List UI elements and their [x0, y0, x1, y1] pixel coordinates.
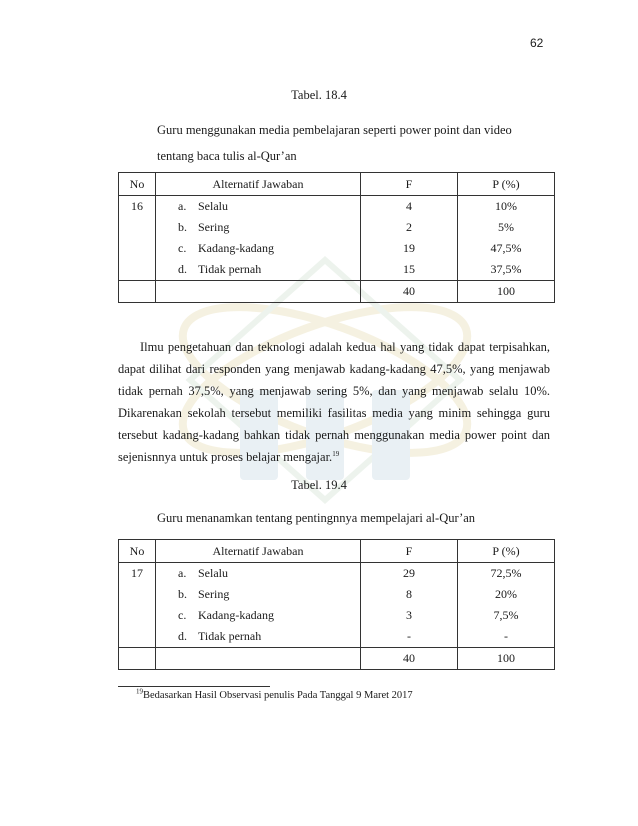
percent-value: 20% — [495, 587, 517, 601]
percent-value: - — [504, 629, 508, 643]
header-p: P (%) — [458, 173, 555, 196]
paragraph-line: dapat dilihat dari responden yang menjawab kadang-kadang 47,5%, yang menjawab — [118, 362, 550, 376]
table-intro-line: tentang baca tulis al-Qur’an — [157, 149, 297, 163]
table-intro-line: Guru menggunakan media pembelajaran seperti power point dan video — [157, 123, 512, 137]
option-label: Sering — [198, 220, 230, 234]
paragraph-line: tersebut kadang-kadang bahkan tidak pernah menggunakan media power point dan — [118, 428, 550, 442]
header-f: F — [361, 173, 458, 196]
total-frequency: 40 — [361, 648, 458, 670]
header-alternatif: Alternatif Jawaban — [156, 173, 361, 196]
footnote-reference: 19 — [332, 449, 340, 458]
option-letter: c. — [178, 241, 187, 255]
header-p: P (%) — [458, 540, 555, 563]
option-letter: b. — [178, 587, 187, 601]
footnote — [136, 687, 413, 701]
table-intro-line: Guru menanamkan tentang pentingnnya mempelajari al-Qur’an — [157, 511, 476, 525]
question-number: 16 — [131, 199, 143, 213]
option-item — [156, 626, 360, 647]
total-percent: 100 — [458, 648, 555, 670]
table-total-row — [119, 281, 555, 303]
frequency-value: 29 — [403, 566, 415, 580]
header-f: F — [361, 540, 458, 563]
percent-value: 47,5% — [490, 241, 522, 255]
body-paragraph — [118, 336, 550, 468]
frequency-value: 4 — [406, 199, 412, 213]
paragraph-line: Dikarenakan sekolah tersebut memiliki fasilitas media yang minim sehingga guru — [118, 406, 550, 420]
paragraph-line: tidak pernah 37,5%, yang menjawab sering 5%, dan yang menjawab selalu 10%. — [118, 384, 550, 398]
frequency-value: - — [407, 629, 411, 643]
frequency-value: 8 — [406, 587, 412, 601]
option-label: Sering — [198, 587, 230, 601]
table-header-row — [119, 540, 555, 563]
header-no: No — [119, 540, 156, 563]
table-caption: Tabel. 18.4 — [291, 88, 347, 102]
option-letter: a. — [178, 566, 187, 580]
footnote-text: Bedasarkan Hasil Observasi penulis Pada Tanggal 9 Maret 2017 — [143, 690, 413, 701]
paragraph-line-last — [118, 446, 550, 468]
option-label: Selalu — [198, 566, 228, 580]
header-alternatif: Alternatif Jawaban — [156, 540, 361, 563]
total-percent: 100 — [458, 281, 555, 303]
paragraph-line: Ilmu pengetahuan dan teknologi adalah kedua hal yang tidak dapat terpisahkan, — [140, 340, 550, 354]
option-letter: a. — [178, 199, 187, 213]
option-label: Tidak pernah — [198, 629, 262, 643]
option-letter: d. — [178, 262, 187, 276]
table-row — [119, 563, 555, 648]
percent-value: 72,5% — [490, 566, 522, 580]
option-letter: c. — [178, 608, 187, 622]
table-row — [119, 196, 555, 281]
option-label: Kadang-kadang — [198, 241, 274, 255]
header-no: No — [119, 173, 156, 196]
percent-value: 10% — [495, 199, 517, 213]
paragraph-line-text: sejenisnnya untuk proses belajar mengajar. — [118, 450, 333, 464]
option-item — [156, 259, 360, 280]
option-item — [156, 217, 360, 238]
option-item — [156, 238, 360, 259]
frequency-value: 19 — [403, 241, 415, 255]
frequency-table — [118, 172, 555, 303]
option-item — [156, 605, 360, 626]
option-letter: d. — [178, 629, 187, 643]
option-label: Selalu — [198, 199, 228, 213]
option-label: Kadang-kadang — [198, 608, 274, 622]
percent-value: 5% — [498, 220, 514, 234]
frequency-value: 15 — [403, 262, 415, 276]
option-label: Tidak pernah — [198, 262, 262, 276]
frequency-value: 3 — [406, 608, 412, 622]
frequency-value: 2 — [406, 220, 412, 234]
table-total-row — [119, 648, 555, 670]
table-intro — [157, 505, 557, 531]
footnote-number: 19 — [136, 687, 143, 696]
option-item — [156, 196, 360, 217]
percent-value: 37,5% — [490, 262, 522, 276]
frequency-table — [118, 539, 555, 670]
table-intro — [157, 117, 557, 169]
question-number: 17 — [131, 566, 143, 580]
option-letter: b. — [178, 220, 187, 234]
table-header-row — [119, 173, 555, 196]
table-caption: Tabel. 19.4 — [291, 478, 347, 492]
page-number: 62 — [530, 36, 544, 50]
total-frequency: 40 — [361, 281, 458, 303]
option-item — [156, 584, 360, 605]
percent-value: 7,5% — [493, 608, 519, 622]
option-item — [156, 563, 360, 584]
